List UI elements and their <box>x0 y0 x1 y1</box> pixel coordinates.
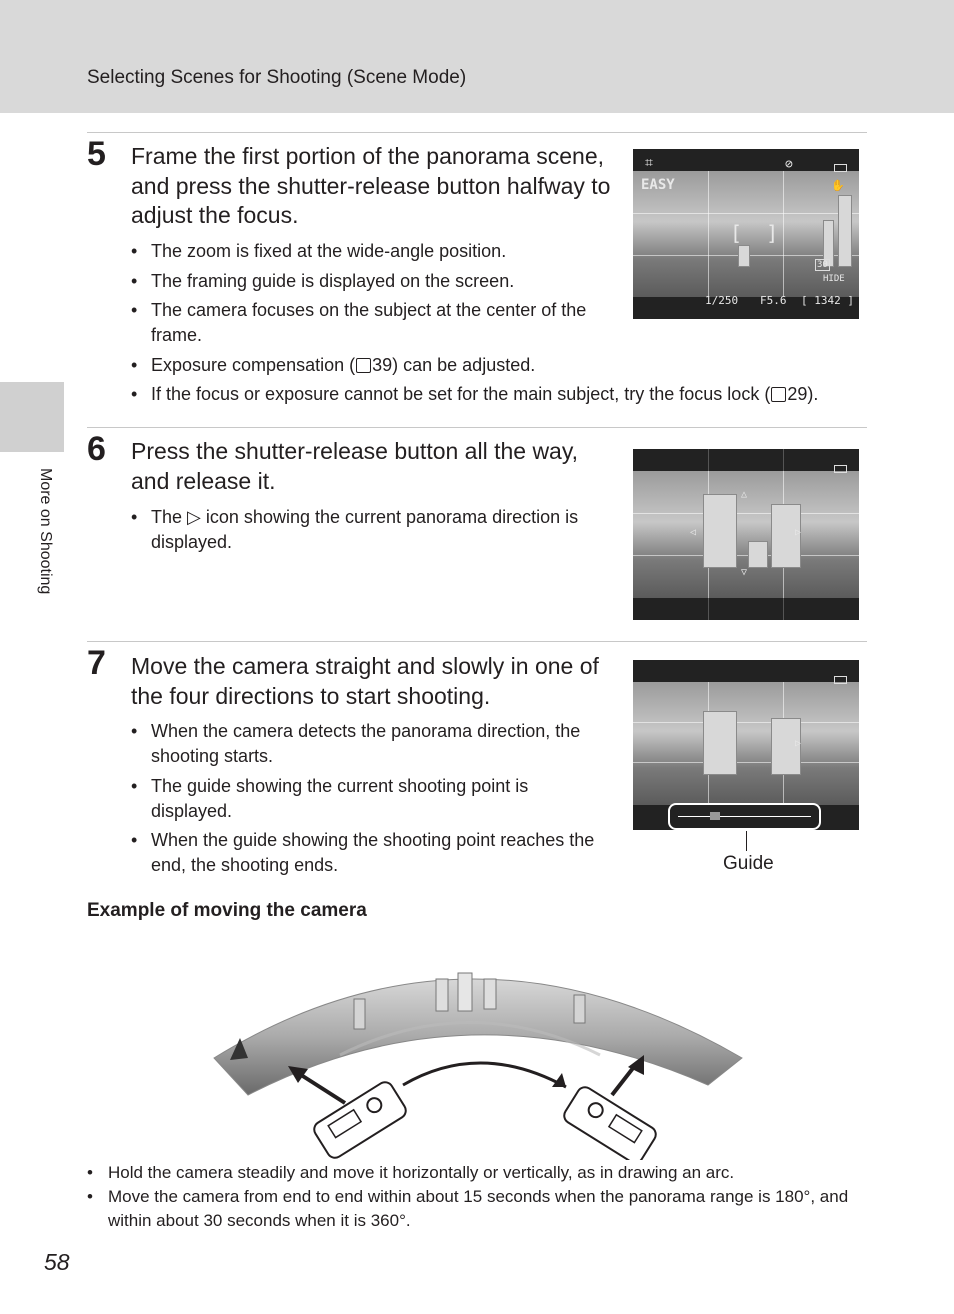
camera-screen-direction <box>633 449 859 620</box>
camera-right-icon <box>561 1084 659 1160</box>
step-5-bullet: • The zoom is fixed at the wide-angle position. <box>131 239 611 264</box>
battery-icon <box>834 676 847 684</box>
example-bullet: • Hold the camera steadily and move it horizontally or vertically, as in drawing an arc. <box>87 1161 877 1185</box>
shutter-speed: 1/250 <box>705 294 739 307</box>
page-number: 58 <box>44 1249 70 1275</box>
exposures-remaining: [ 1342 ] <box>801 294 854 307</box>
chapter-tab <box>0 382 64 452</box>
aperture-value: F5.6 <box>760 294 787 307</box>
panorama-size-icon: 30 <box>817 260 828 270</box>
page-reference-icon <box>771 387 786 402</box>
step-7-bullet: • When the guide showing the shooting point reaches the end, the shooting ends. <box>131 828 611 878</box>
step-5-title: Frame the first portion of the panorama scene, and press the shutter-release button halfway to adjust the focus. <box>131 143 611 228</box>
step-6-bullet <box>131 505 611 555</box>
right-direction-icon: ▷ <box>795 738 802 749</box>
step-6-bullets <box>131 505 611 560</box>
bullet-text: If the focus or exposure cannot be set for the main subject, try the focus lock ( <box>151 384 771 404</box>
guide-callout-line <box>746 831 747 851</box>
step-5-bullets <box>131 239 611 382</box>
panorama-mode-icon: ⌗ <box>645 155 653 171</box>
down-direction-icon: ▽ <box>741 567 748 578</box>
direction-arrow-icon: ▷ <box>187 507 201 527</box>
movement-arc <box>403 1063 566 1087</box>
header-band <box>0 0 954 113</box>
step-5-bullet: • The framing guide is displayed on the screen. <box>131 269 611 294</box>
step-7-bullet: • The guide showing the current shooting point is displayed. <box>131 774 611 824</box>
page-reference-text: 29). <box>787 384 819 404</box>
step-5-bullet <box>131 353 611 378</box>
page-reference-icon <box>356 358 371 373</box>
camera-screen-shooting <box>633 660 859 830</box>
step-7-title: Move the camera straight and slowly in one of the four directions to start shooting. <box>131 653 599 709</box>
up-direction-icon: △ <box>741 489 748 500</box>
bullet-prefix: The <box>151 507 183 527</box>
step-6-number: 6 <box>87 430 106 468</box>
focus-area-brackets: [ ] <box>730 221 779 245</box>
step-5-bullet: • The camera focuses on the subject at the center of the frame. <box>131 298 611 348</box>
guide-highlight <box>668 803 821 830</box>
right-direction-icon: ▷ <box>795 527 802 538</box>
vibration-reduction-icon: ✋ <box>831 179 845 192</box>
step-6-title: Press the shutter-release button all the way, and release it. <box>131 438 579 494</box>
battery-icon <box>834 164 847 172</box>
left-camera-direction <box>298 1073 345 1103</box>
step-6-divider <box>87 427 867 428</box>
panorama-arc-illustration <box>200 945 760 1160</box>
page-reference-text: 39) can be adjusted. <box>372 354 536 375</box>
battery-icon <box>834 465 847 473</box>
example-heading: Example of moving the camera <box>87 900 367 921</box>
panorama-strip <box>214 979 742 1095</box>
flash-off-icon: ⊘ <box>785 157 793 172</box>
step-5-bullet <box>131 382 871 407</box>
step-5-divider <box>87 132 867 133</box>
step-5-bullets-wide <box>131 382 871 412</box>
guide-label: Guide <box>723 853 774 874</box>
easy-mode-icon: EASY <box>641 177 675 193</box>
step-7-divider <box>87 641 867 642</box>
screen-photo <box>633 682 859 805</box>
camera-screen-focus <box>633 149 859 319</box>
step-7-number: 7 <box>87 644 106 682</box>
step-5-number: 5 <box>87 135 106 173</box>
guide-bar <box>678 816 811 817</box>
page-header-title: Selecting Scenes for Shooting (Scene Mode) <box>87 67 467 88</box>
step-7-bullets <box>131 719 611 883</box>
bullet-text: Exposure compensation ( <box>151 354 356 375</box>
bullet-text: icon showing the current panorama direction is displayed. <box>151 507 579 552</box>
step-7-bullet: • When the camera detects the panorama direction, the shooting starts. <box>131 719 611 769</box>
example-bullet: • Move the camera from end to end within about 15 seconds when the panorama range is 180°, and within about 30 seconds when it is 360°. <box>87 1185 877 1233</box>
chapter-label: More on Shooting <box>37 468 54 595</box>
example-bullets <box>87 1161 877 1233</box>
left-direction-icon: ◁ <box>690 527 697 538</box>
shooting-point-marker <box>710 812 720 820</box>
hide-guide-icon: HIDE <box>823 274 845 284</box>
